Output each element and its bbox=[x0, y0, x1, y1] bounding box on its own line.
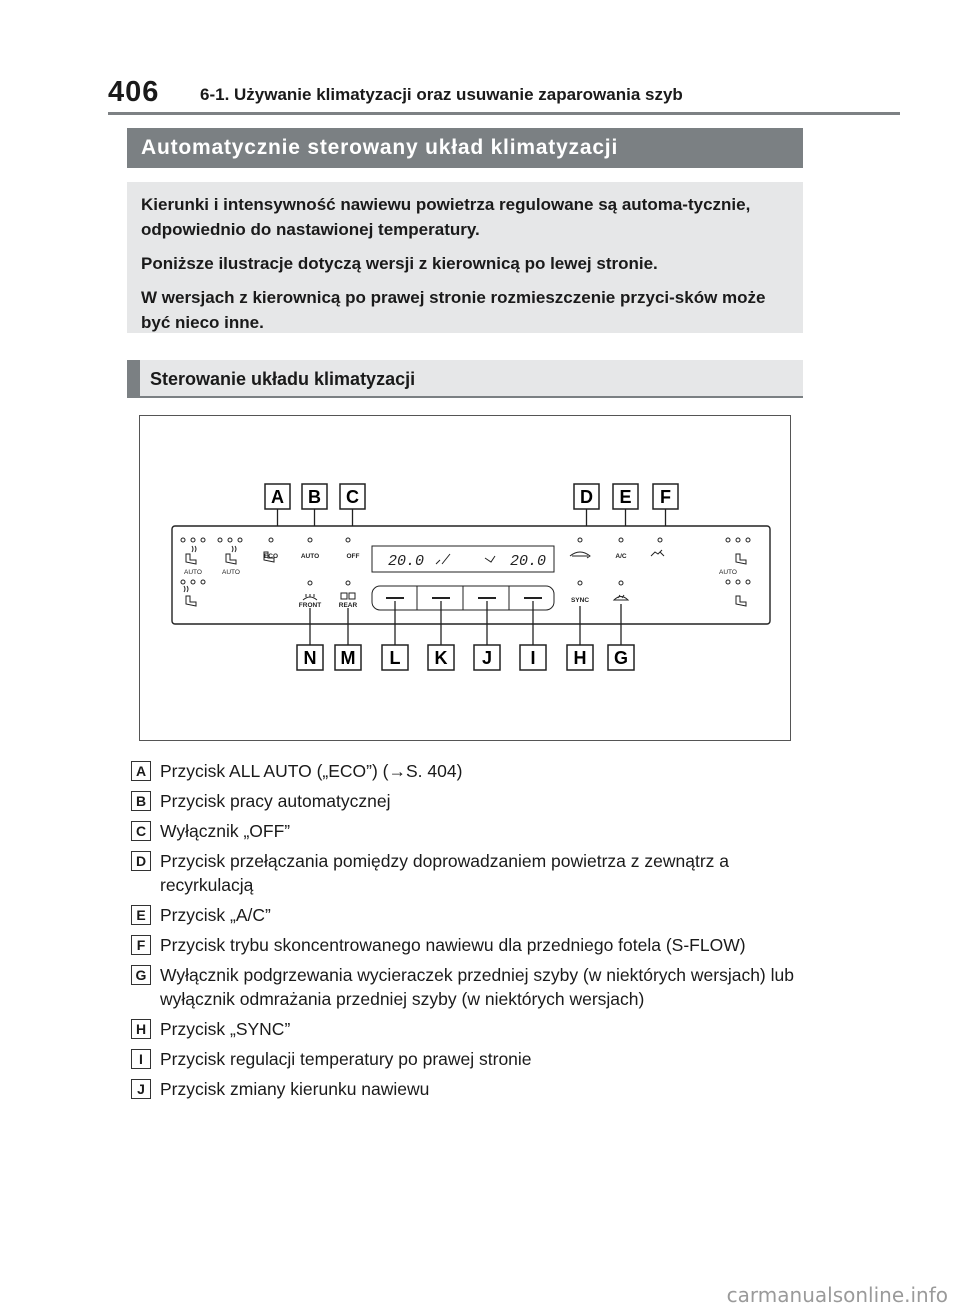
svg-text:K: K bbox=[434, 648, 448, 668]
svg-text:E: E bbox=[619, 487, 632, 507]
legend-badge: J bbox=[131, 1079, 151, 1099]
front-defrost-label: FRONT bbox=[298, 602, 322, 609]
svg-text:G: G bbox=[613, 648, 629, 668]
legend-badge: I bbox=[131, 1049, 151, 1069]
legend-item bbox=[131, 933, 811, 957]
legend-badge: E bbox=[131, 905, 151, 925]
rocker-buttons bbox=[372, 586, 554, 610]
sync-button-label: SYNC bbox=[570, 597, 590, 604]
intro-paragraph-3: W wersjach z kierownicą po prawej stronie rozmieszczenie przyci-sków może być nieco inne. bbox=[141, 288, 766, 332]
rear-defrost-label: REAR bbox=[338, 602, 358, 609]
header-rule bbox=[108, 112, 900, 115]
legend-item bbox=[131, 1077, 811, 1101]
temp-right-readout: 20.0 bbox=[509, 553, 547, 570]
legend-item bbox=[131, 1047, 811, 1071]
legend-item bbox=[131, 789, 811, 813]
svg-text:J: J bbox=[481, 648, 493, 668]
legend-text: Przycisk przełączania pomiędzy doprowadzaniem powietrza z zewnątrz a recyrkulacją bbox=[160, 851, 729, 895]
legend-item bbox=[131, 819, 811, 843]
page-number: 406 bbox=[108, 76, 160, 108]
svg-text:I: I bbox=[530, 648, 536, 668]
legend-text: Przycisk ALL AUTO („ECO”) (→S. 404) bbox=[160, 761, 463, 781]
svg-text:D: D bbox=[580, 487, 593, 507]
subsection-title: Sterowanie układu klimatyzacji bbox=[127, 360, 803, 398]
legend-badge: G bbox=[131, 965, 151, 985]
svg-text:F: F bbox=[660, 487, 671, 507]
climate-panel-figure bbox=[139, 415, 791, 741]
legend-item bbox=[131, 849, 811, 897]
svg-text:C: C bbox=[346, 487, 359, 507]
legend-text: Przycisk zmiany kierunku nawiewu bbox=[160, 1079, 430, 1099]
intro-paragraph-1: Kierunki i intensywność nawiewu powietrza regulowane są automa-tycznie, odpowiednio do nastawionej temperatury. bbox=[141, 195, 751, 239]
temp-left-readout: 20.0 bbox=[387, 553, 425, 570]
legend-item bbox=[131, 1017, 811, 1041]
svg-text:H: H bbox=[573, 648, 587, 668]
intro-paragraph-2: Poniższe ilustracje dotyczą wersji z kierownicą po lewej stronie. bbox=[141, 254, 658, 273]
legend-badge: A bbox=[131, 761, 151, 781]
intro-box bbox=[127, 182, 803, 333]
legend-text: Wyłącznik „OFF” bbox=[160, 821, 291, 841]
svg-text:L: L bbox=[389, 648, 401, 668]
legend-text: Wyłącznik podgrzewania wycieraczek przedniej szyby (w niektórych wersjach) lub wyłącznik odmrażania przedniej szyby (w niektórych wersjach) bbox=[160, 965, 794, 1009]
legend-badge: B bbox=[131, 791, 151, 811]
section-title: Automatycznie sterowany układ klimatyzacji bbox=[127, 128, 803, 168]
climate-panel-diagram bbox=[140, 416, 790, 740]
seat-auto-right-label: AUTO bbox=[719, 569, 737, 576]
legend-badge: F bbox=[131, 935, 151, 955]
ac-button-label: A/C bbox=[615, 553, 627, 560]
eco-button-label: ECO bbox=[263, 553, 279, 560]
callout-legend bbox=[131, 759, 811, 1107]
svg-text:M: M bbox=[340, 648, 356, 668]
svg-text:B: B bbox=[308, 487, 321, 507]
legend-text: Przycisk regulacji temperatury po prawej stronie bbox=[160, 1049, 532, 1069]
watermark-footer: carmanualsonline.info bbox=[726, 1283, 948, 1307]
svg-text:N: N bbox=[303, 648, 317, 668]
legend-item bbox=[131, 963, 811, 1011]
legend-text: Przycisk „SYNC” bbox=[160, 1019, 291, 1039]
legend-item bbox=[131, 759, 811, 783]
legend-text: Przycisk trybu skoncentrowanego nawiewu dla przedniego fotela (S-FLOW) bbox=[160, 935, 746, 955]
temperature-display bbox=[372, 546, 554, 572]
legend-text: Przycisk pracy automatycznej bbox=[160, 791, 391, 811]
legend-item bbox=[131, 903, 811, 927]
off-button-label: OFF bbox=[346, 553, 360, 560]
legend-badge: H bbox=[131, 1019, 151, 1039]
legend-badge: D bbox=[131, 851, 151, 871]
seat-auto-left2-label: AUTO bbox=[222, 569, 240, 576]
seat-auto-left-label: AUTO bbox=[184, 569, 202, 576]
chapter-title: 6-1. Używanie klimatyzacji oraz usuwanie zaparowania szyb bbox=[200, 85, 683, 104]
svg-text:A: A bbox=[271, 487, 284, 507]
auto-button-label: AUTO bbox=[300, 553, 320, 560]
legend-badge: C bbox=[131, 821, 151, 841]
legend-text: Przycisk „A/C” bbox=[160, 905, 271, 925]
